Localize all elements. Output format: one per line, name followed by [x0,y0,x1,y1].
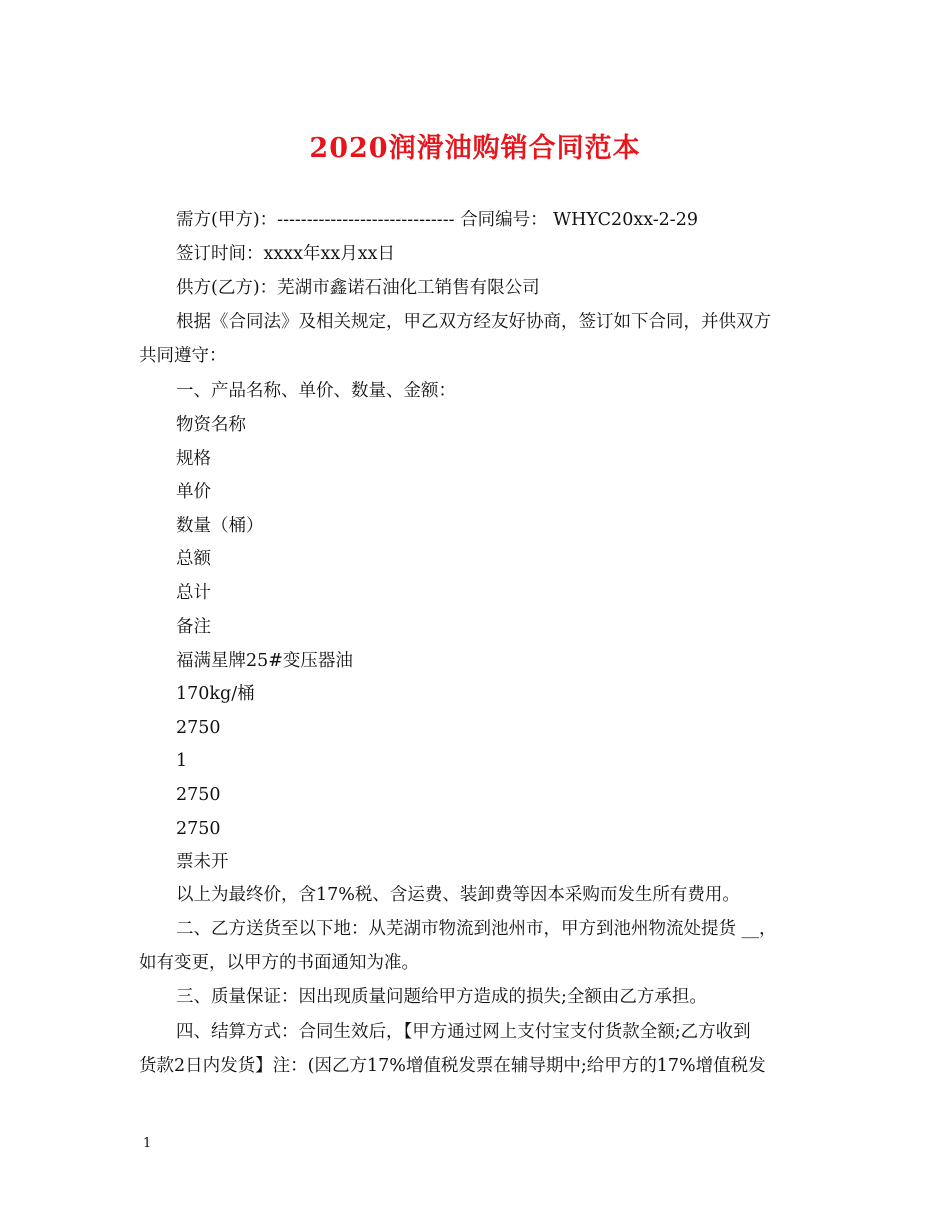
section-4-line-2: 货款2日内发货】注：(因乙方17%增值税发票在辅导期中;给甲方的17%增值税发 [139,1056,766,1076]
table-header-amount: 总额 [176,549,211,569]
table-header-material-name: 物资名称 [176,415,246,435]
item-remarks: 票未开 [176,852,229,872]
section-2-line-1: 二、乙方送货至以下地：从芜湖市物流到池州市，甲方到池州物流处提货 __， [176,919,777,939]
item-total: 2750 [176,819,221,839]
item-amount: 2750 [176,785,221,805]
table-header-unit-price: 单价 [176,482,211,502]
section-4-line-1: 四、结算方式：合同生效后，【甲方通过网上支付宝支付货款全额;乙方收到 [176,1022,751,1042]
section-1-heading: 一、产品名称、单价、数量、金额： [176,381,456,401]
table-header-remarks: 备注 [176,617,211,637]
item-spec: 170kg/桶 [176,684,255,704]
section-2-line-2: 如有变更，以甲方的书面通知为准。 [139,953,419,973]
signing-date: 签订时间：xxxx年xx月xx日 [176,244,395,264]
section-3: 三、质量保证：因出现质量问题给甲方造成的损失;全额由乙方承担。 [176,987,707,1007]
preamble-line-2: 共同遵守： [139,346,227,366]
page-number: 1 [143,1136,152,1151]
document-title: 2020润滑油购销合同范本 [309,133,641,164]
table-header-quantity: 数量（桶） [176,516,264,536]
table-header-total: 总计 [176,583,211,603]
item-unit-price: 2750 [176,718,221,738]
item-quantity: 1 [176,751,188,771]
preamble-line-1: 根据《合同法》及相关规定，甲乙双方经友好协商，签订如下合同，并供双方 [176,312,771,332]
buyer-and-contract-number: 需方(甲方)：------------------------------ 合同编号： WHYC20xx-2-29 [176,210,698,230]
item-material-name: 福满星牌25#变压器油 [176,651,353,671]
supplier: 供方(乙方)：芜湖市鑫诺石油化工销售有限公司 [176,278,540,298]
table-header-spec: 规格 [176,449,211,469]
price-note: 以上为最终价，含17%税、含运费、装卸费等因本采购而发生所有费用。 [176,885,740,905]
